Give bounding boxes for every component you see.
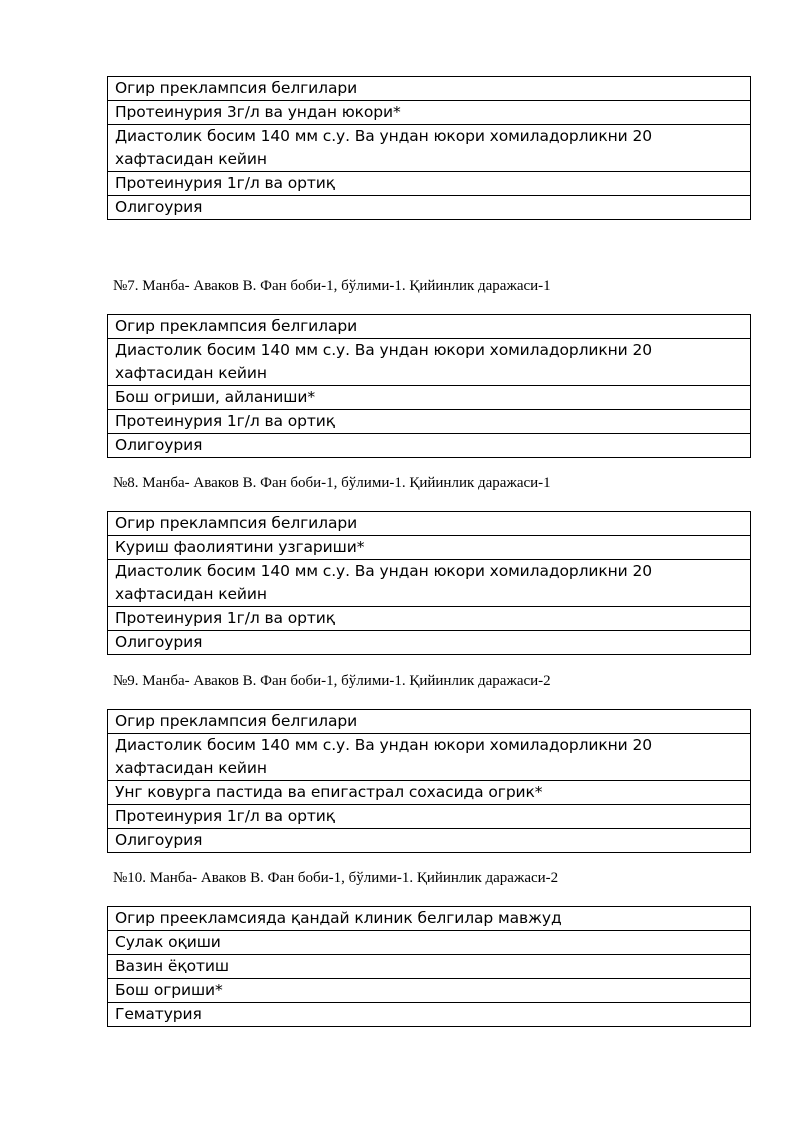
table-row [108,410,751,434]
answer-option: Протеинурия 3г/л ва ундан юкори* [108,101,751,125]
table-row [108,512,751,536]
answer-option: Диастолик босим 140 мм с.у. Ва ундан юкори хомиладорликни 20 хафтасидан кейин [108,560,751,607]
question-text: Огир преклампсия белгилари [108,710,751,734]
question-text: Огир преклампсия белгилари [108,315,751,339]
table-row [108,434,751,458]
table-row [108,196,751,220]
table-row [108,805,751,829]
question-text: Огир преклампсия белгилари [108,77,751,101]
answer-option: Диастолик босим 140 мм с.у. Ва ундан юкори хомиладорликни 20 хафтасидан кейин [108,125,751,172]
answer-option: Бош огриши, айланиши* [108,386,751,410]
table-row [108,1003,751,1027]
table-row [108,607,751,631]
answer-option: Олигоурия [108,631,751,655]
answer-option: Протеинурия 1г/л ва ортиқ [108,607,751,631]
table-row [108,315,751,339]
question-caption: №7. Манба- Аваков В. Фан боби-1, бўлими-1. Қийинлик даражаси-1 [113,278,551,294]
table-row [108,710,751,734]
table-row [108,77,751,101]
question-table [107,76,751,220]
question-table [107,511,751,655]
question-table-block [107,709,751,853]
question-text: Огир преекламсияда қандай клиник белгилар мавжуд [108,907,751,931]
question-table-block [107,76,751,220]
answer-option: Диастолик босим 140 мм с.у. Ва ундан юкори хомиладорликни 20 хафтасидан кейин [108,734,751,781]
question-table-block [107,314,751,458]
table-row [108,125,751,172]
answer-option: Олигоурия [108,829,751,853]
table-row [108,631,751,655]
table-row [108,829,751,853]
table-row [108,955,751,979]
table-row [108,931,751,955]
question-text: Огир преклампсия белгилари [108,512,751,536]
answer-option: Протеинурия 1г/л ва ортиқ [108,805,751,829]
question-table [107,709,751,853]
table-row [108,172,751,196]
table-row [108,734,751,781]
answer-option: Бош огриши* [108,979,751,1003]
answer-option: Гематурия [108,1003,751,1027]
table-row [108,560,751,607]
answer-option: Протеинурия 1г/л ва ортиқ [108,172,751,196]
answer-option: Протеинурия 1г/л ва ортиқ [108,410,751,434]
table-row [108,979,751,1003]
question-caption: №10. Манба- Аваков В. Фан боби-1, бўлими-1. Қийинлик даражаси-2 [113,870,559,886]
table-row [108,536,751,560]
answer-option: Олигоурия [108,196,751,220]
question-table-block [107,906,751,1027]
table-row [108,781,751,805]
table-row [108,386,751,410]
table-row [108,339,751,386]
question-table-block [107,511,751,655]
answer-option: Олигоурия [108,434,751,458]
table-row [108,907,751,931]
question-caption: №8. Манба- Аваков В. Фан боби-1, бўлими-1. Қийинлик даражаси-1 [113,475,551,491]
table-row [108,101,751,125]
question-table [107,314,751,458]
answer-option: Унг ковурга пастида ва епигастрал сохасида огрик* [108,781,751,805]
answer-option: Диастолик босим 140 мм с.у. Ва ундан юкори хомиладорликни 20 хафтасидан кейин [108,339,751,386]
answer-option: Куриш фаолиятини узгариши* [108,536,751,560]
question-caption: №9. Манба- Аваков В. Фан боби-1, бўлими-1. Қийинлик даражаси-2 [113,673,551,689]
question-table [107,906,751,1027]
answer-option: Вазин ёқотиш [108,955,751,979]
answer-option: Сулак оқиши [108,931,751,955]
